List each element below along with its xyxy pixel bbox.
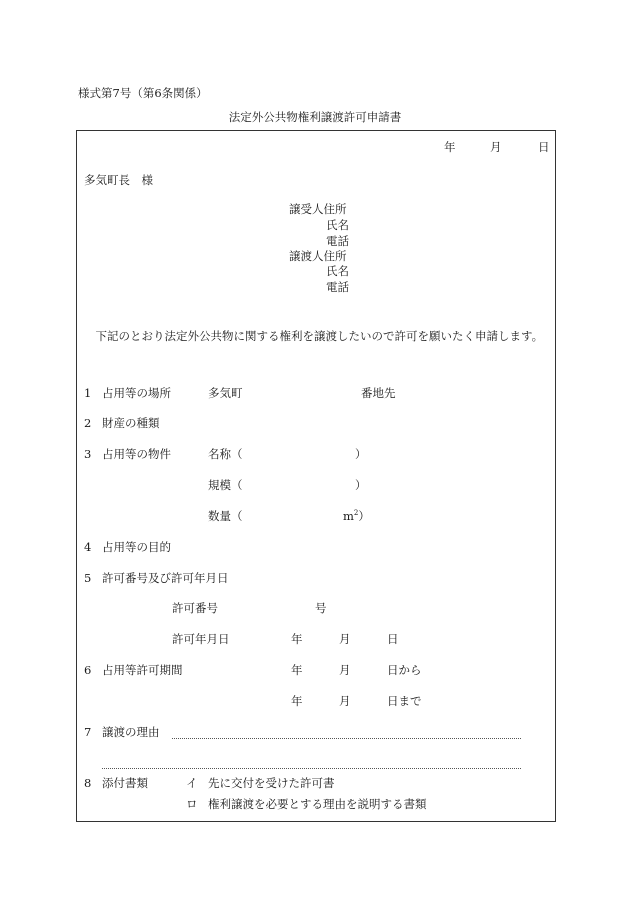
item-3-name-close: ） bbox=[355, 447, 367, 461]
item-6-from-year: 年 bbox=[291, 663, 303, 677]
item-1-number: 1 bbox=[84, 386, 92, 400]
item-2-label: 財産の種類 bbox=[102, 416, 160, 430]
date-day: 日 bbox=[538, 140, 550, 154]
item-5-permit-number-label: 許可番号 bbox=[172, 601, 218, 615]
assignee-address-label: 譲受人住所 bbox=[289, 202, 347, 216]
item-1-suffix: 番地先 bbox=[361, 386, 396, 400]
item-3-quantity-label: 数量（ bbox=[208, 509, 243, 523]
item-6-to-day: 日まで bbox=[387, 694, 422, 708]
item-7-label: 譲渡の理由 bbox=[102, 725, 160, 739]
item-3-label: 占用等の物件 bbox=[102, 447, 171, 461]
item-6-to-month: 月 bbox=[339, 694, 351, 708]
assignor-name-label: 氏名 bbox=[326, 264, 349, 278]
assignee-phone-label: 電話 bbox=[326, 234, 349, 248]
item-3-scale-label: 規模（ bbox=[208, 478, 243, 492]
assignee-name-label: 氏名 bbox=[326, 218, 349, 232]
item-3-scale-close: ） bbox=[355, 478, 367, 492]
form-number: 様式第7号（第6条関係） bbox=[78, 86, 208, 100]
reason-dotted-line-1 bbox=[172, 738, 521, 739]
reason-dotted-line-2 bbox=[102, 768, 521, 769]
item-5-go: 号 bbox=[315, 601, 327, 615]
item-8-number: 8 bbox=[84, 776, 92, 790]
item-8-mark-b: ロ bbox=[186, 797, 198, 811]
item-2-number: 2 bbox=[84, 416, 92, 430]
assignor-address-label: 譲渡人住所 bbox=[289, 249, 347, 263]
item-5-day: 日 bbox=[387, 632, 399, 646]
item-6-from-day: 日から bbox=[387, 663, 422, 677]
item-5-month: 月 bbox=[339, 632, 351, 646]
item-8-attachment-b: 権利譲渡を必要とする理由を説明する書類 bbox=[208, 797, 427, 811]
item-5-year: 年 bbox=[291, 632, 303, 646]
addressee: 多気町長 様 bbox=[84, 173, 153, 187]
item-3-number: 3 bbox=[84, 447, 92, 461]
item-8-attachment-a: 先に交付を受けた許可書 bbox=[208, 776, 335, 790]
item-5-number: 5 bbox=[84, 571, 92, 585]
item-6-from-month: 月 bbox=[339, 663, 351, 677]
item-8-label: 添付書類 bbox=[102, 776, 148, 790]
item-8-mark-a: イ bbox=[186, 776, 198, 790]
assignor-phone-label: 電話 bbox=[326, 280, 349, 294]
form-frame bbox=[76, 130, 556, 822]
item-5-label: 許可番号及び許可年月日 bbox=[102, 571, 229, 585]
date-year: 年 bbox=[444, 140, 456, 154]
item-3-name-label: 名称（ bbox=[208, 447, 243, 461]
item-5-permit-date-label: 許可年月日 bbox=[172, 632, 230, 646]
application-statement: 下記のとおり法定外公共物に関する権利を譲渡したいので許可を願いたく申請します。 bbox=[84, 329, 544, 343]
date-month: 月 bbox=[490, 140, 502, 154]
form-title: 法定外公共物権利譲渡許可申請書 bbox=[228, 110, 402, 124]
item-1-town: 多気町 bbox=[208, 386, 243, 400]
item-7-number: 7 bbox=[84, 725, 92, 739]
item-6-number: 6 bbox=[84, 663, 92, 677]
item-6-to-year: 年 bbox=[291, 694, 303, 708]
item-6-label: 占用等許可期間 bbox=[102, 663, 183, 677]
item-4-number: 4 bbox=[84, 540, 92, 554]
item-4-label: 占用等の目的 bbox=[102, 540, 171, 554]
item-3-quantity-unit: $m^2$） bbox=[343, 509, 370, 523]
item-1-label: 占用等の場所 bbox=[102, 386, 171, 400]
